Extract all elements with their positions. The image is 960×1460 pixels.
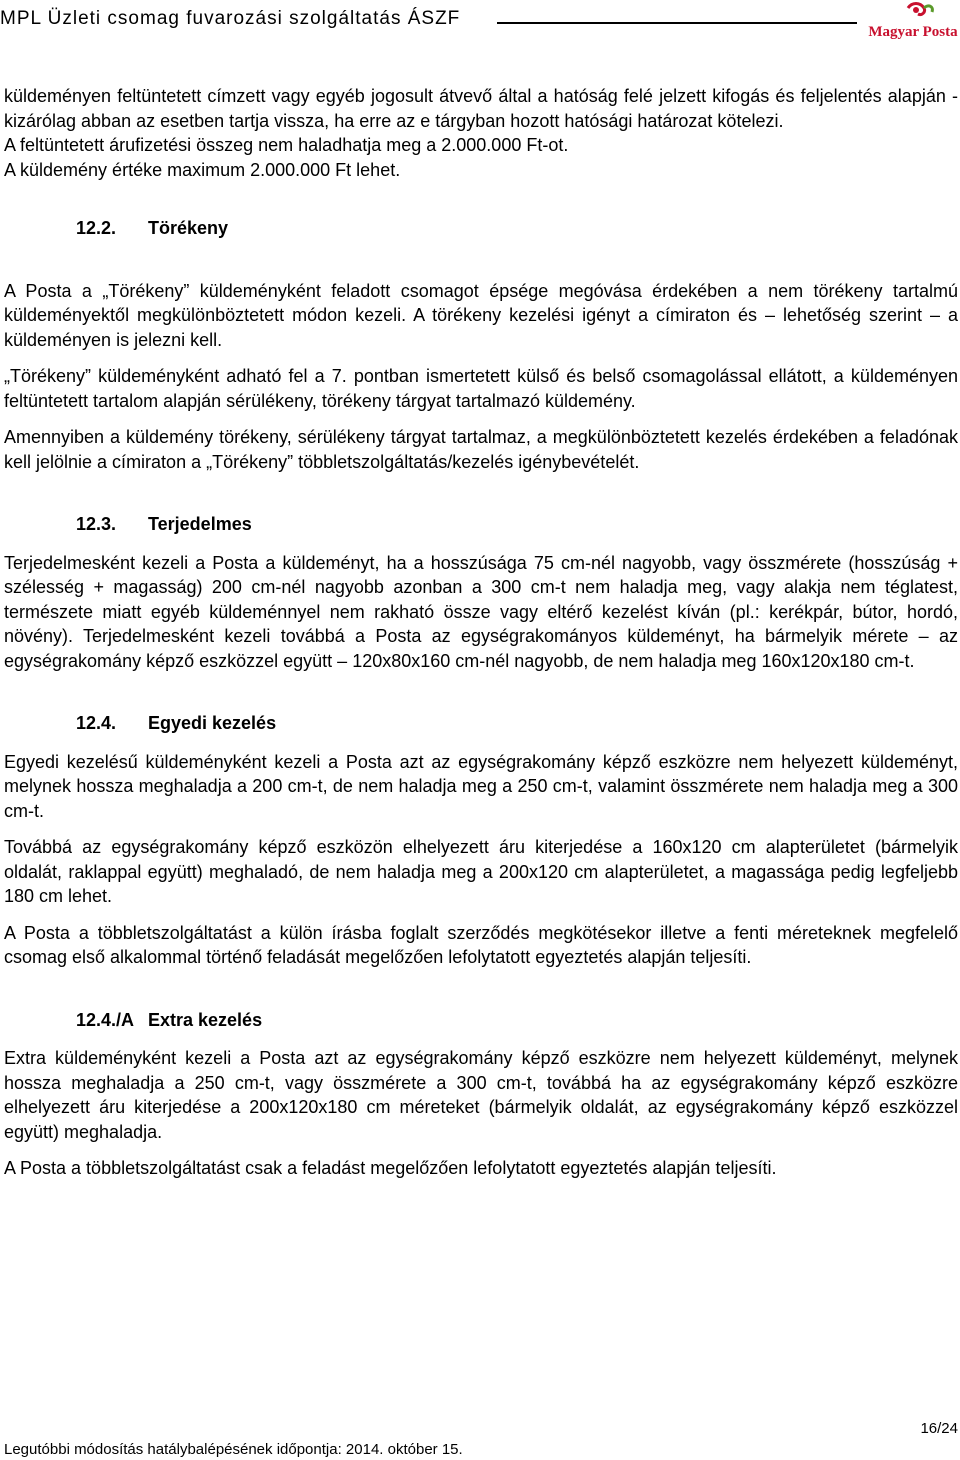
paragraph: „Törékeny” küldeményként adható fel a 7. pontban ismertetett külső és belső csomagolással ellátott, a küldeményen feltüntetett tartalom alapján sérülékeny, törékeny tárgyat tartalmazó küldemény.	[4, 366, 958, 411]
logo-text: Magyar Posta	[868, 24, 958, 40]
document-title: MPL Üzleti csomag fuvarozási szolgáltatás ÁSZF	[0, 8, 461, 29]
section-heading-12-2	[76, 216, 958, 241]
footer-date: Legutóbbi módosítás hatálybalépésének időpontja: 2014. október 15.	[4, 1441, 463, 1458]
paragraph: Egyedi kezelésű küldeményként kezeli a Posta azt az egységrakomány képző eszközre nem helyezett küldeményt, melynek hossza meghaladja a 200 cm-t, de nem haladja meg a 250 cm-t, valamint összmérete nem haladja meg a 300 cm-t.	[4, 751, 958, 821]
paragraph: A Posta a többletszolgáltatást a külön írásba foglalt szerződés megkötésekor illetve a fenti méreteknek megfelelő csomag első alkalommal történő feladását megelőzően lefolytatott egyeztetés alapján teljesíti.	[4, 922, 958, 967]
header-rule	[497, 22, 857, 24]
section-title: Törékeny	[148, 218, 229, 238]
section-title: Extra kezelés	[148, 1009, 263, 1030]
paragraph: A feltüntetett árufizetési összeg nem haladhatja meg a 2.000.000 Ft-ot.	[4, 135, 569, 155]
paragraph: Továbbá az egységrakomány képző eszközön elhelyezett áru kiterjedése a 160x120 cm alapterületet (bármelyik oldalát, raklappal együtt) meghaladó, de nem haladja meg a 200x120 cm alapterületet, a magassága pedig legfeljebb 180 cm lehet.	[4, 837, 958, 906]
section-heading-12-3	[76, 512, 958, 537]
paragraph: Extra küldeményként kezeli a Posta azt az egységrakomány képző eszközre nem helyezett küldeményt, melynek hossza meghaladja a 250 cm-t, vagy összmérete a 300 cm-t, továbbá ha az egységrakomány képző eszközre elhelyezett áru kiterjedése a 200x120x180 cm méreteket (bármelyik oldalát, az egységrakomány képző eszközzel együtt) meghaladja.	[4, 1048, 958, 1142]
section-title: Terjedelmes	[148, 514, 252, 534]
paragraph: A Posta a „Törékeny” küldeményként feladott csomagot épsége megóvása érdekében a nem törékeny tartalmú küldeményektől megkülönböztetett módon kezeli. A törékeny kezelési igényt a címiraton és – lehetőség szerint – a küldeményen is jelezni kell.	[4, 280, 958, 350]
paragraph: A Posta a többletszolgáltatást csak a feladást megelőzően lefolytatott egyeztetés alapján teljesíti.	[4, 1158, 777, 1178]
document-body	[4, 84, 958, 1181]
magyar-posta-logo	[868, 0, 958, 50]
section-heading-12-4	[76, 711, 958, 736]
section-title: Egyedi kezelés	[148, 713, 277, 733]
section-number: 12.3.	[76, 514, 117, 534]
section-number: 12.4./A	[76, 1009, 135, 1030]
page-number: 16/24	[920, 1420, 958, 1437]
paragraph: A küldemény értéke maximum 2.000.000 Ft lehet.	[4, 159, 401, 180]
paragraph: Amennyiben a küldemény törékeny, sérülékeny tárgyat tartalmaz, a megkülönböztetett kezelés érdekében a feladónak kell jelölnie a címiraton a „Törékeny” többletszolgáltatás/kezelés igénybevételét.	[4, 427, 958, 472]
paragraph: Terjedelmesként kezeli a Posta a küldeményt, ha a hosszúsága 75 cm-nél nagyobb, vagy összmérete (hosszúság + szélesség + magasság) 200 cm-nél nagyobb azonban a 300 cm-t nem haladja meg, vagy alakja nem téglatest, természete miatt egyéb küldeménnyel nem rakható össze vagy eltérő kezelést kíván (pl.: kerékpár, bútor, hordó, növény). Terjedelmesként kezeli továbbá a Posta az egységrakományos küldeményt, ha bármelyik mérete – az egységrakomány képző eszközzel együtt – 120x80x160 cm-nél nagyobb, de nem haladja meg 160x120x180 cm-t.	[4, 552, 958, 671]
paragraph: küldeményen feltüntetett címzett vagy egyéb jogosult átvevő által a hatóság felé jelzett kifogás és feljelentés alapján - kizárólag abban az esetben tartja vissza, ha erre az e tárgyban hozott hatósági határozat kötelezi.	[4, 86, 958, 131]
page-header	[0, 0, 960, 60]
section-number: 12.2.	[76, 218, 117, 238]
section-number: 12.4.	[76, 713, 117, 733]
section-heading-12-4a	[76, 1008, 958, 1033]
